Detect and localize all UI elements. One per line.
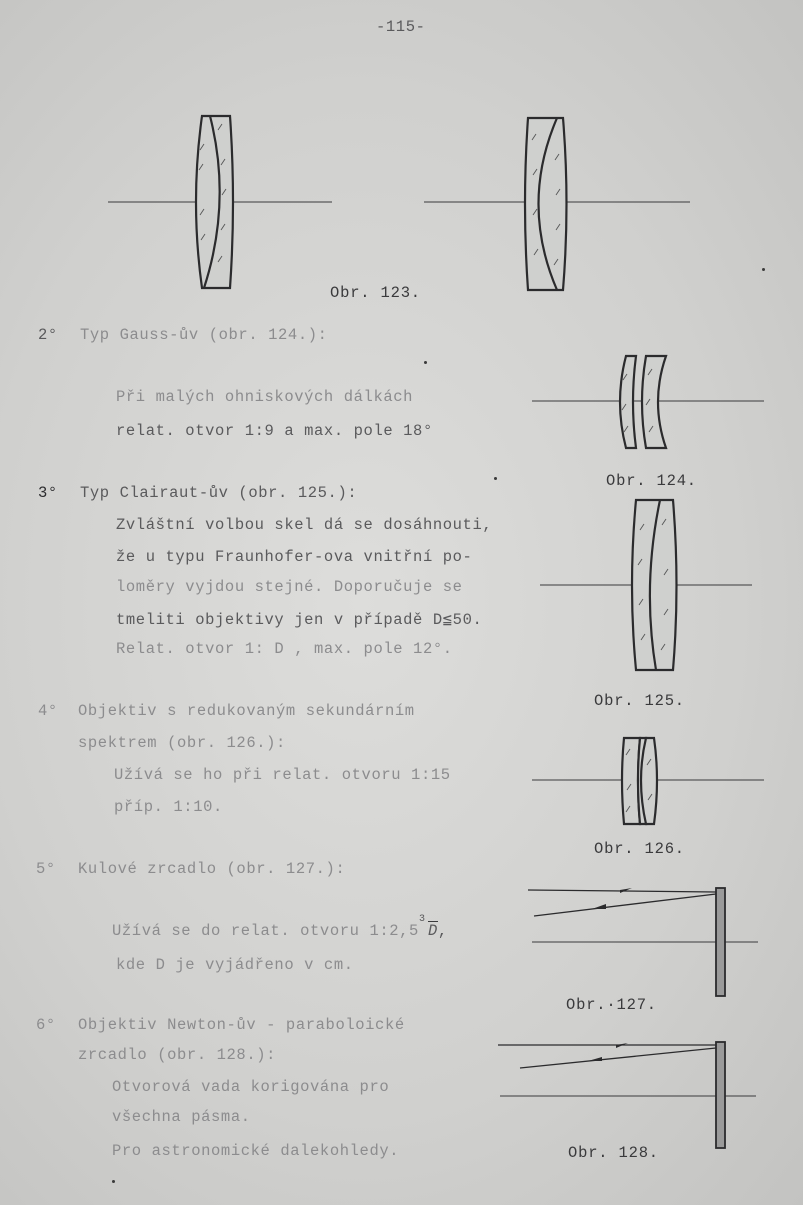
figure-128-caption: Obr. 128. — [568, 1144, 659, 1162]
section-4-number: 4° — [38, 702, 58, 720]
section-6-line-2: všechna pásma. — [112, 1108, 251, 1126]
section-2-number: 2° — [38, 326, 58, 344]
section-3-line-3: loměry vyjdou stejné. Doporučuje se — [116, 578, 463, 596]
section-3-number: 3° — [38, 484, 58, 502]
figure-123-caption: Obr. 123. — [330, 284, 421, 302]
section-5-line-2: kde D je vyjádřeno v cm. — [116, 956, 354, 974]
section-3-line-1: Zvláštní volbou skel dá se dosáhnouti, — [116, 516, 493, 534]
cube-root-radicand: D — [427, 922, 438, 940]
section-2-heading: Typ Gauss-ův (obr. 124.): — [80, 326, 328, 344]
section-4-line-2: příp. 1:10. — [114, 798, 223, 816]
section-3-heading: Typ Clairaut-ův (obr. 125.): — [80, 484, 358, 502]
section-6-number: 6° — [36, 1016, 56, 1034]
dust-speck — [424, 361, 427, 364]
cube-root-index: 3 — [418, 914, 426, 925]
section-3-line-2: že u typu Fraunhofer-ova vnitřní po- — [116, 548, 473, 566]
dust-speck — [494, 477, 497, 480]
figure-125-caption: Obr. 125. — [594, 692, 685, 710]
section-2-line-1: Při malých ohniskových dálkách — [116, 388, 414, 406]
section-4-heading-1: Objektiv s redukovaným sekundárním — [78, 702, 415, 720]
section-2-line-2: relat. otvor 1:9 a max. pole 18° — [116, 422, 433, 440]
section-4-line-1: Užívá se ho při relat. otvoru 1:15 — [114, 766, 451, 784]
section-6-heading-1: Objektiv Newton-ův - paraboloické — [78, 1016, 405, 1034]
dust-speck — [112, 1180, 115, 1183]
section-4-heading-2: spektrem (obr. 126.): — [78, 734, 286, 752]
section-6-heading-2: zrcadlo (obr. 128.): — [78, 1046, 277, 1064]
figure-126-caption: Obr. 126. — [594, 840, 685, 858]
page-number: -115- — [376, 18, 426, 36]
section-3-line-4: tmeliti objektivy jen v případě D≦50. — [116, 611, 483, 629]
section-3-line-5: Relat. otvor 1: D , max. pole 12°. — [116, 640, 453, 658]
section-5-line-1-prefix: Užívá se do relat. otvoru 1:2,5 — [112, 922, 419, 940]
section-6-line-1: Otvorová vada korigována pro — [112, 1078, 390, 1096]
section-5-number: 5° — [36, 860, 56, 878]
section-5-line-1-suffix: , — [437, 922, 448, 940]
section-6-line-3: Pro astronomické dalekohledy. — [112, 1142, 400, 1160]
section-5-heading: Kulové zrcadlo (obr. 127.): — [78, 860, 346, 878]
dust-speck — [762, 268, 765, 271]
figure-124-caption: Obr. 124. — [606, 472, 697, 490]
figure-127-caption: Obr.·127. — [566, 996, 657, 1014]
